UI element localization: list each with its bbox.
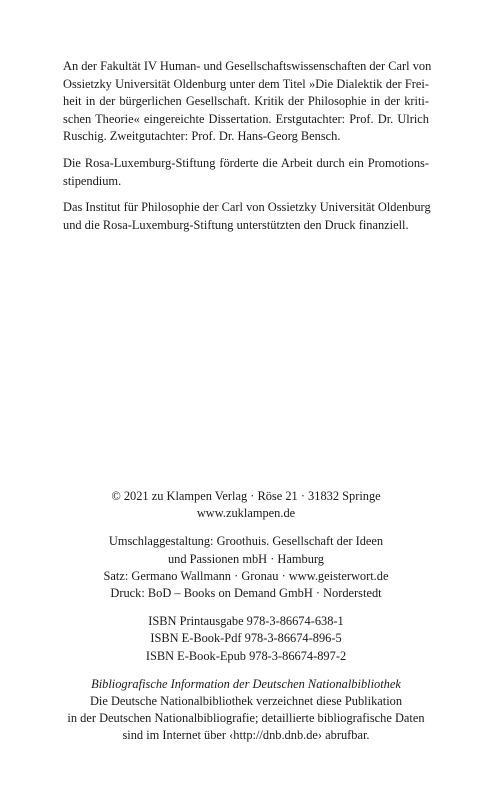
publisher-info — [63, 488, 429, 522]
dnb-info — [63, 676, 429, 745]
publisher-imprint — [63, 488, 429, 756]
publisher-line: © 2021 zu Klampen Verlag · Röse 21 · 31832 Springe — [111, 489, 381, 503]
printing-line: Druck: BoD – Books on Demand GmbH · Norderstedt — [110, 586, 382, 601]
funding-note — [63, 155, 429, 190]
text-line: schen Theorie« eingereichte Dissertation. Erstgutachter: Prof. Dr. Ulrich — [63, 111, 429, 126]
text-line: heit in der bürgerlichen Gesellschaft. Kritik der Philosophie in der kriti- — [63, 94, 429, 109]
dnb-line: in der Deutschen Nationalbibliografie; detaillierte bibliografische Daten — [67, 711, 425, 726]
dnb-line: sind im Internet über ‹http://dnb.dnb.de› abrufbar. — [122, 728, 370, 743]
text-line: Ossietzky Universität Oldenburg unter dem Titel »Die Dialektik der Frei- — [63, 76, 429, 91]
dissertation-note — [63, 58, 432, 146]
text-line: stipendium. — [63, 173, 122, 188]
cover-design-line: und Passionen mbH · Hamburg — [167, 551, 325, 566]
text-line: Ruschig. Zweitgutachter: Prof. Dr. Hans-Georg Bensch. — [63, 129, 341, 144]
cover-design-line: Umschlaggestaltung: Groothuis. Gesellschaft der Ideen — [108, 534, 384, 549]
isbn-print: ISBN Printausgabe 978-3-86674-638-1 — [148, 614, 344, 629]
isbn-pdf: ISBN E-Book-Pdf 978-3-86674-896-5 — [150, 631, 342, 646]
text-line: Die Rosa-Luxemburg-Stiftung förderte die Arbeit durch ein Promotions- — [63, 155, 429, 170]
dnb-line: Die Deutsche Nationalbibliothek verzeichnet diese Publikation — [89, 694, 403, 709]
print-support-note — [63, 199, 429, 234]
imprint-notes — [63, 58, 432, 243]
publisher-website: www.zuklampen.de — [196, 506, 296, 521]
text-line: An der Fakultät IV Human- und Gesellschaftswissenschaften der Carl von — [63, 59, 432, 73]
typesetting-line: Satz: Germano Wallmann · Gronau · www.geisterwort.de — [103, 568, 389, 583]
text-line: und die Rosa-Luxemburg-Stiftung unterstützten den Druck finanziell. — [63, 217, 409, 232]
isbn-epub: ISBN E-Book-Epub 978-3-86674-897-2 — [145, 648, 347, 663]
dnb-heading: Bibliografische Information der Deutschen Nationalbibliothek — [91, 676, 401, 691]
production-credits — [63, 533, 429, 602]
isbn-list — [63, 613, 429, 665]
text-line: Das Institut für Philosophie der Carl von Ossietzky Universität Oldenburg — [63, 200, 431, 215]
